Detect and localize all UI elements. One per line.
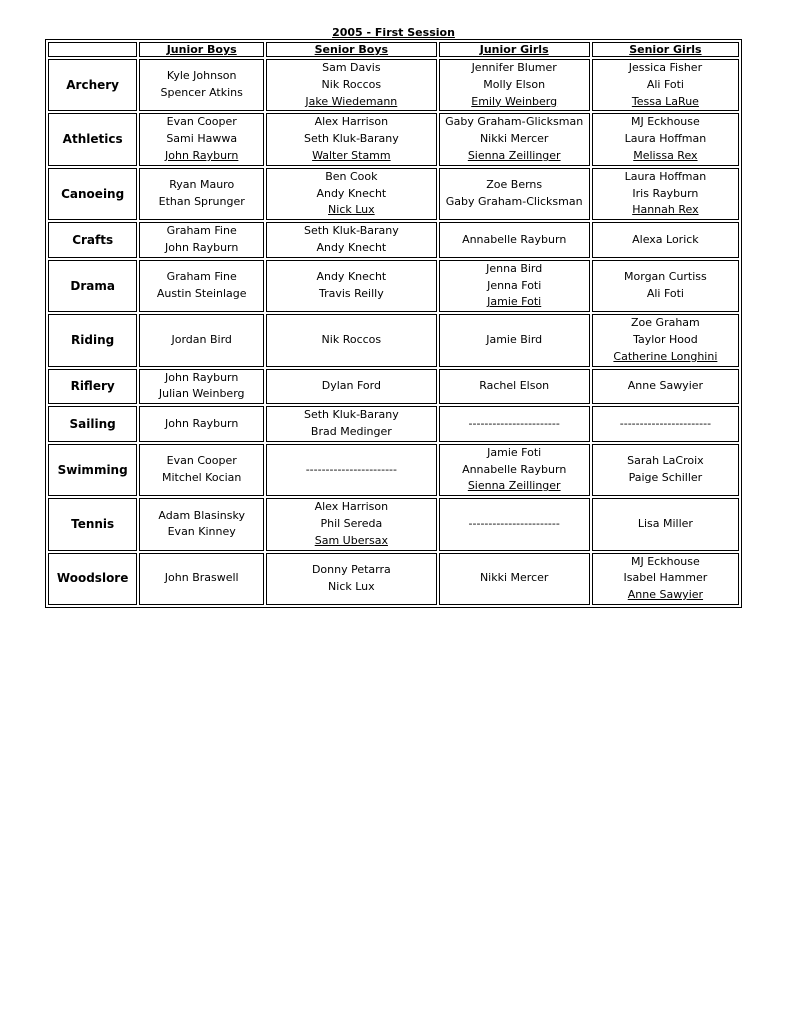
winners-cell xyxy=(266,314,436,366)
winners-cell xyxy=(439,222,590,258)
winners-cell xyxy=(592,498,739,550)
winners-cell xyxy=(439,498,590,550)
winner-name: Jamie Foti xyxy=(487,445,542,459)
winner-name: Molly Elson xyxy=(483,77,546,91)
winner-name: John Rayburn xyxy=(165,240,239,254)
winner-name: Nick Lux xyxy=(328,203,375,217)
winner-name: Sarah LaCroix xyxy=(627,454,704,468)
table-row xyxy=(48,59,739,111)
winner-name: Evan Cooper xyxy=(166,454,237,468)
winner-name: Emily Weinberg xyxy=(471,94,558,108)
activity-cell: Swimming xyxy=(48,444,137,496)
winner-name: Paige Schiller xyxy=(628,470,703,484)
winners-cell xyxy=(266,406,436,442)
header-cell-empty xyxy=(48,42,137,57)
winner-name: Nick Lux xyxy=(328,579,375,593)
empty-placeholder: ----------------------- xyxy=(468,516,560,530)
winners-cell xyxy=(139,553,264,605)
table-row xyxy=(48,369,739,405)
table-row xyxy=(48,553,739,605)
winner-name: Seth Kluk-Barany xyxy=(303,132,399,146)
table-row xyxy=(48,168,739,220)
winner-name: Nik Roccos xyxy=(321,77,382,91)
table-row xyxy=(48,444,739,496)
winner-name: Julian Weinberg xyxy=(158,387,245,401)
winner-name: Hannah Rex xyxy=(632,203,699,217)
winner-name: MJ Eckhouse xyxy=(631,115,700,129)
winner-name: Graham Fine xyxy=(166,224,237,238)
winner-name: Jamie Bird xyxy=(486,332,543,346)
empty-placeholder: ----------------------- xyxy=(305,462,397,476)
winner-name: Spencer Atkins xyxy=(160,86,243,100)
winners-cell xyxy=(592,444,739,496)
winners-cell xyxy=(439,314,590,366)
winner-name: Sienna Zeillinger xyxy=(467,148,561,162)
winner-name: John Rayburn xyxy=(165,370,239,384)
winner-name: Austin Steinlage xyxy=(156,286,247,300)
winner-name: Nikki Mercer xyxy=(479,571,549,585)
winners-cell xyxy=(139,314,264,366)
winner-name: Sam Ubersax xyxy=(314,533,388,547)
winner-name: Adam Blasinsky xyxy=(158,508,245,522)
winners-cell xyxy=(139,369,264,405)
empty-placeholder: ----------------------- xyxy=(619,416,712,430)
winners-cell xyxy=(139,59,264,111)
activity-cell: Tennis xyxy=(48,498,137,550)
table-body xyxy=(48,59,739,605)
winners-cell xyxy=(266,222,436,258)
winner-name: Kyle Johnson xyxy=(166,69,237,83)
winners-cell xyxy=(266,260,436,312)
activity-cell: Riflery xyxy=(48,369,137,405)
winners-cell xyxy=(439,113,590,165)
activity-cell: Athletics xyxy=(48,113,137,165)
winner-name: Brad Medinger xyxy=(310,424,392,438)
winner-name: Ali Foti xyxy=(646,77,684,91)
winner-name: Graham Fine xyxy=(166,270,237,284)
winner-name: Nik Roccos xyxy=(321,332,382,346)
winner-name: John Rayburn xyxy=(165,416,239,430)
winner-name: Ben Cook xyxy=(325,169,378,183)
winner-name: Sami Hawwa xyxy=(166,132,238,146)
winners-cell xyxy=(266,369,436,405)
winner-name: Walter Stamm xyxy=(312,148,391,162)
header-cell-senior-boys: Senior Boys xyxy=(266,42,436,57)
winner-name: Zoe Berns xyxy=(486,178,543,192)
table-row xyxy=(48,406,739,442)
winner-name: Annabelle Rayburn xyxy=(462,232,567,246)
table-row xyxy=(48,314,739,366)
table-row xyxy=(48,260,739,312)
winner-name: Ethan Sprunger xyxy=(158,194,245,208)
winner-name: Evan Kinney xyxy=(167,525,236,539)
winner-name: Sam Davis xyxy=(322,61,381,74)
winners-cell xyxy=(592,168,739,220)
winner-name: Alex Harrison xyxy=(314,500,389,514)
winners-cell xyxy=(139,113,264,165)
winner-name: Andy Knecht xyxy=(316,240,387,254)
winner-name: Travis Reilly xyxy=(318,286,384,300)
winner-name: Andy Knecht xyxy=(316,186,387,200)
winner-name: Jenna Bird xyxy=(486,261,543,275)
winners-cell xyxy=(139,260,264,312)
winner-name: Seth Kluk-Barany xyxy=(303,408,399,422)
header-row xyxy=(48,42,739,57)
winner-name: Dylan Ford xyxy=(321,378,381,392)
winner-name: Catherine Longhini xyxy=(613,349,718,363)
activity-cell: Canoeing xyxy=(48,168,137,220)
winner-name: Gaby Graham-Glicksman xyxy=(445,115,584,129)
winners-cell xyxy=(592,59,739,111)
winners-cell xyxy=(139,498,264,550)
activity-cell: Riding xyxy=(48,314,137,366)
winner-name: Anne Sawyier xyxy=(627,378,704,392)
table-row xyxy=(48,222,739,258)
table-row xyxy=(48,498,739,550)
winner-name: Rachel Elson xyxy=(479,378,550,392)
winners-cell xyxy=(139,222,264,258)
winners-cell xyxy=(439,369,590,405)
winner-name: Melissa Rex xyxy=(633,148,698,162)
activity-cell: Woodslore xyxy=(48,553,137,605)
winner-name: Ryan Mauro xyxy=(169,178,235,192)
winners-cell xyxy=(439,553,590,605)
winners-cell xyxy=(439,444,590,496)
winner-name: Ali Foti xyxy=(646,286,684,300)
winner-name: John Braswell xyxy=(164,571,239,585)
winner-name: Jake Wiedemann xyxy=(305,94,398,108)
winners-cell xyxy=(439,168,590,220)
winner-name: Alex Harrison xyxy=(314,115,389,129)
winners-cell xyxy=(592,260,739,312)
header-cell-junior-boys: Junior Boys xyxy=(139,42,264,57)
winners-cell xyxy=(139,444,264,496)
winners-cell xyxy=(266,498,436,550)
winner-name: Lisa Miller xyxy=(637,516,693,530)
winners-cell xyxy=(592,113,739,165)
winners-cell xyxy=(592,369,739,405)
winner-name: Sienna Zeillinger xyxy=(467,479,561,493)
header-cell-junior-girls: Junior Girls xyxy=(439,42,590,57)
winner-name: Jennifer Blumer xyxy=(471,61,557,74)
winner-name: Evan Cooper xyxy=(166,115,237,129)
activity-cell: Drama xyxy=(48,260,137,312)
winner-name: Anne Sawyier xyxy=(627,588,704,602)
winners-cell xyxy=(439,59,590,111)
winners-cell xyxy=(266,59,436,111)
winners-cell xyxy=(139,168,264,220)
winner-name: Jessica Fisher xyxy=(628,61,703,74)
winner-name: John Rayburn xyxy=(165,148,239,162)
winner-name: Zoe Graham xyxy=(631,316,700,330)
winners-cell xyxy=(592,553,739,605)
winners-cell xyxy=(266,444,436,496)
winner-name: Nikki Mercer xyxy=(479,132,549,146)
winner-name: Jenna Foti xyxy=(487,278,542,292)
header-cell-senior-girls: Senior Girls xyxy=(592,42,739,57)
winners-cell xyxy=(139,406,264,442)
winner-name: Andy Knecht xyxy=(316,270,387,284)
winner-name: Gaby Graham-Clicksman xyxy=(445,194,583,208)
winner-name: Isabel Hammer xyxy=(623,571,708,585)
winners-cell xyxy=(266,553,436,605)
winner-name: Iris Rayburn xyxy=(632,186,699,200)
winners-cell xyxy=(266,113,436,165)
winner-name: Mitchel Kocian xyxy=(161,470,242,484)
winners-cell xyxy=(592,314,739,366)
winner-name: Laura Hoffman xyxy=(624,132,707,146)
winner-name: Donny Petarra xyxy=(311,562,391,576)
winner-name: Alexa Lorick xyxy=(632,232,699,246)
winner-name: Laura Hoffman xyxy=(624,169,707,183)
table-row xyxy=(48,113,739,165)
winner-name: Tessa LaRue xyxy=(631,94,699,108)
winner-name: MJ Eckhouse xyxy=(631,554,700,568)
empty-placeholder: ----------------------- xyxy=(468,416,560,430)
activity-cell: Archery xyxy=(48,59,137,111)
winner-name: Jamie Foti xyxy=(487,295,542,309)
activity-cell: Sailing xyxy=(48,406,137,442)
winners-cell xyxy=(439,260,590,312)
winner-name: Taylor Hood xyxy=(633,332,698,346)
awards-table xyxy=(45,39,742,608)
winner-name: Seth Kluk-Barany xyxy=(303,224,399,238)
winner-name: Phil Sereda xyxy=(320,516,383,530)
winners-cell xyxy=(439,406,590,442)
winners-cell xyxy=(266,168,436,220)
winner-name: Jordan Bird xyxy=(171,332,232,346)
winners-cell xyxy=(592,222,739,258)
page-title: 2005 - First Session xyxy=(332,26,455,39)
activity-cell: Crafts xyxy=(48,222,137,258)
winner-name: Morgan Curtiss xyxy=(624,270,707,284)
winners-cell xyxy=(592,406,739,442)
winner-name: Annabelle Rayburn xyxy=(462,462,567,476)
